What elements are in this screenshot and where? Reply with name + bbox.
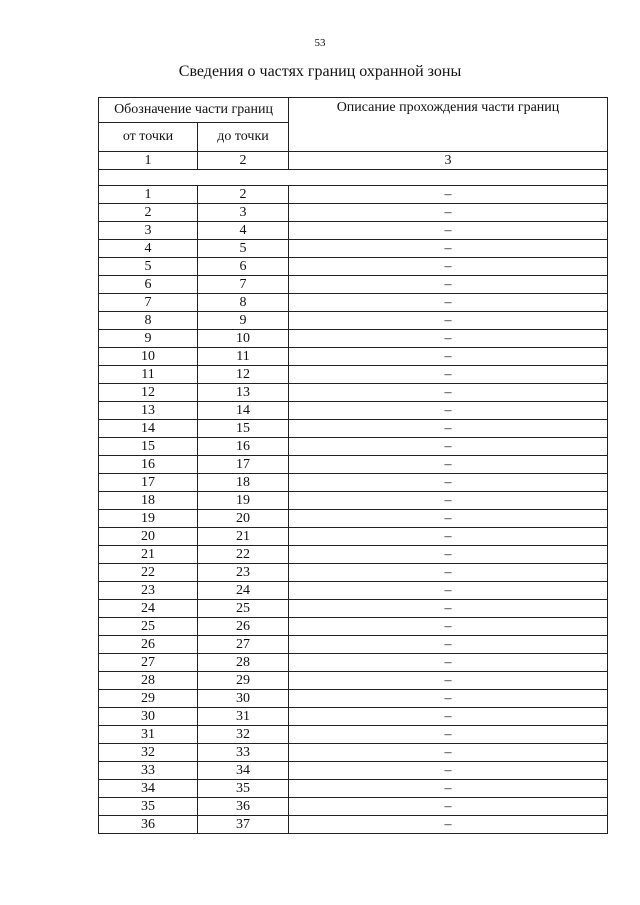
table-row xyxy=(99,222,608,240)
table-row xyxy=(99,492,608,510)
from-point-cell: 13 xyxy=(99,402,198,420)
to-point-cell: 15 xyxy=(198,420,289,438)
description-cell: – xyxy=(289,654,608,672)
column-numbers-row xyxy=(99,152,608,170)
description-cell: – xyxy=(289,312,608,330)
from-point-cell: 3 xyxy=(99,222,198,240)
description-cell: – xyxy=(289,510,608,528)
description-cell: – xyxy=(289,456,608,474)
table-row xyxy=(99,438,608,456)
from-point-cell: 23 xyxy=(99,582,198,600)
description-cell: – xyxy=(289,276,608,294)
description-cell: – xyxy=(289,492,608,510)
to-point-cell: 5 xyxy=(198,240,289,258)
table-row xyxy=(99,726,608,744)
from-point-cell: 1 xyxy=(99,186,198,204)
from-point-cell: 26 xyxy=(99,636,198,654)
to-point-cell: 18 xyxy=(198,474,289,492)
column-number-1: 1 xyxy=(99,152,198,170)
from-point-cell: 17 xyxy=(99,474,198,492)
to-point-cell: 10 xyxy=(198,330,289,348)
table-row xyxy=(99,798,608,816)
from-point-cell: 32 xyxy=(99,744,198,762)
table-row xyxy=(99,294,608,312)
from-point-cell: 6 xyxy=(99,276,198,294)
to-point-cell: 34 xyxy=(198,762,289,780)
table-row xyxy=(99,654,608,672)
description-cell: – xyxy=(289,186,608,204)
table-row xyxy=(99,330,608,348)
description-cell: – xyxy=(289,780,608,798)
from-point-cell: 24 xyxy=(99,600,198,618)
to-point-cell: 12 xyxy=(198,366,289,384)
from-point-cell: 5 xyxy=(99,258,198,276)
from-point-cell: 8 xyxy=(99,312,198,330)
description-cell: – xyxy=(289,366,608,384)
to-point-cell: 28 xyxy=(198,654,289,672)
to-point-cell: 17 xyxy=(198,456,289,474)
from-point-cell: 18 xyxy=(99,492,198,510)
document-title: Сведения о частях границ охранной зоны xyxy=(178,63,462,80)
to-point-cell: 36 xyxy=(198,798,289,816)
spacer-row xyxy=(99,170,608,186)
table-row xyxy=(99,564,608,582)
table-row xyxy=(99,690,608,708)
description-cell: – xyxy=(289,726,608,744)
from-point-cell: 35 xyxy=(99,798,198,816)
table-row xyxy=(99,420,608,438)
to-point-cell: 22 xyxy=(198,546,289,564)
from-point-cell: 33 xyxy=(99,762,198,780)
to-point-cell: 25 xyxy=(198,600,289,618)
description-cell: – xyxy=(289,330,608,348)
table-row xyxy=(99,780,608,798)
table-row xyxy=(99,204,608,222)
table-row xyxy=(99,186,608,204)
description-cell: – xyxy=(289,438,608,456)
table-row xyxy=(99,600,608,618)
table-row xyxy=(99,384,608,402)
description-cell: – xyxy=(289,762,608,780)
from-point-cell: 4 xyxy=(99,240,198,258)
description-cell: – xyxy=(289,528,608,546)
from-point-cell: 20 xyxy=(99,528,198,546)
description-cell: – xyxy=(289,636,608,654)
description-cell: – xyxy=(289,240,608,258)
to-point-cell: 8 xyxy=(198,294,289,312)
description-cell: – xyxy=(289,402,608,420)
to-point-cell: 26 xyxy=(198,618,289,636)
to-point-cell: 7 xyxy=(198,276,289,294)
from-point-cell: 14 xyxy=(99,420,198,438)
table-row xyxy=(99,456,608,474)
header-to-point: до точки xyxy=(198,123,289,152)
to-point-cell: 13 xyxy=(198,384,289,402)
column-number-3: 3 xyxy=(289,152,608,170)
page-number: 53 xyxy=(314,37,326,49)
to-point-cell: 14 xyxy=(198,402,289,420)
table-row xyxy=(99,582,608,600)
to-point-cell: 19 xyxy=(198,492,289,510)
to-point-cell: 33 xyxy=(198,744,289,762)
from-point-cell: 19 xyxy=(99,510,198,528)
from-point-cell: 31 xyxy=(99,726,198,744)
to-point-cell: 4 xyxy=(198,222,289,240)
to-point-cell: 6 xyxy=(198,258,289,276)
header-from-point: от точки xyxy=(99,123,198,152)
table-row xyxy=(99,348,608,366)
to-point-cell: 16 xyxy=(198,438,289,456)
description-cell: – xyxy=(289,672,608,690)
table-row xyxy=(99,672,608,690)
from-point-cell: 25 xyxy=(99,618,198,636)
description-cell: – xyxy=(289,294,608,312)
table-row xyxy=(99,636,608,654)
from-point-cell: 16 xyxy=(99,456,198,474)
description-cell: – xyxy=(289,474,608,492)
to-point-cell: 29 xyxy=(198,672,289,690)
from-point-cell: 34 xyxy=(99,780,198,798)
to-point-cell: 30 xyxy=(198,690,289,708)
to-point-cell: 27 xyxy=(198,636,289,654)
to-point-cell: 2 xyxy=(198,186,289,204)
description-cell: – xyxy=(289,618,608,636)
from-point-cell: 7 xyxy=(99,294,198,312)
from-point-cell: 30 xyxy=(99,708,198,726)
description-cell: – xyxy=(289,348,608,366)
table-row xyxy=(99,402,608,420)
to-point-cell: 32 xyxy=(198,726,289,744)
table-row xyxy=(99,276,608,294)
table-row xyxy=(99,312,608,330)
table-row xyxy=(99,744,608,762)
to-point-cell: 35 xyxy=(198,780,289,798)
description-cell: – xyxy=(289,582,608,600)
to-point-cell: 21 xyxy=(198,528,289,546)
table-row xyxy=(99,366,608,384)
to-point-cell: 3 xyxy=(198,204,289,222)
table-row xyxy=(99,816,608,834)
table-row xyxy=(99,762,608,780)
to-point-cell: 9 xyxy=(198,312,289,330)
to-point-cell: 20 xyxy=(198,510,289,528)
header-description: Описание прохождения части границ xyxy=(289,98,608,152)
description-cell: – xyxy=(289,564,608,582)
from-point-cell: 29 xyxy=(99,690,198,708)
description-cell: – xyxy=(289,420,608,438)
table-row xyxy=(99,474,608,492)
table-row xyxy=(99,258,608,276)
description-cell: – xyxy=(289,744,608,762)
to-point-cell: 37 xyxy=(198,816,289,834)
description-cell: – xyxy=(289,204,608,222)
from-point-cell: 10 xyxy=(99,348,198,366)
description-cell: – xyxy=(289,708,608,726)
from-point-cell: 15 xyxy=(99,438,198,456)
column-number-2: 2 xyxy=(198,152,289,170)
from-point-cell: 2 xyxy=(99,204,198,222)
description-cell: – xyxy=(289,222,608,240)
from-point-cell: 12 xyxy=(99,384,198,402)
to-point-cell: 31 xyxy=(198,708,289,726)
from-point-cell: 21 xyxy=(99,546,198,564)
description-cell: – xyxy=(289,798,608,816)
description-cell: – xyxy=(289,384,608,402)
spacer-cell xyxy=(99,170,608,186)
from-point-cell: 9 xyxy=(99,330,198,348)
to-point-cell: 11 xyxy=(198,348,289,366)
description-cell: – xyxy=(289,258,608,276)
table-row xyxy=(99,510,608,528)
from-point-cell: 22 xyxy=(99,564,198,582)
description-cell: – xyxy=(289,690,608,708)
from-point-cell: 11 xyxy=(99,366,198,384)
table-row xyxy=(99,240,608,258)
from-point-cell: 28 xyxy=(99,672,198,690)
table-row xyxy=(99,708,608,726)
description-cell: – xyxy=(289,546,608,564)
to-point-cell: 23 xyxy=(198,564,289,582)
description-cell: – xyxy=(289,816,608,834)
boundary-parts-table xyxy=(98,97,608,834)
description-cell: – xyxy=(289,600,608,618)
header-row-1 xyxy=(99,98,608,123)
from-point-cell: 27 xyxy=(99,654,198,672)
table-row xyxy=(99,528,608,546)
table-row xyxy=(99,618,608,636)
header-designation: Обозначение части границ xyxy=(99,98,289,123)
table-row xyxy=(99,546,608,564)
to-point-cell: 24 xyxy=(198,582,289,600)
from-point-cell: 36 xyxy=(99,816,198,834)
